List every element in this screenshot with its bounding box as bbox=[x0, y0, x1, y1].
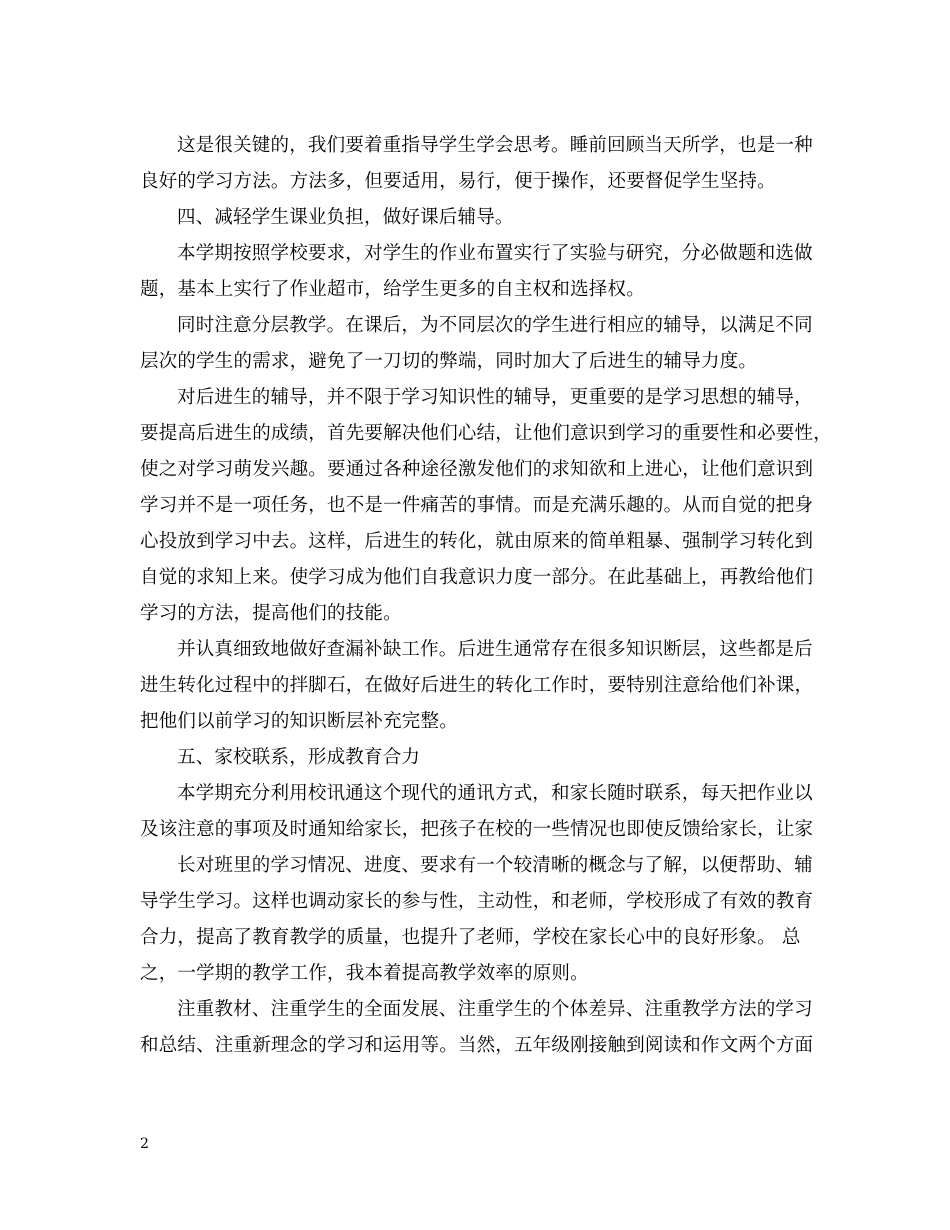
paragraph-line: 层次的学生的需求，避免了一刀切的弊端，同时加大了后进生的辅导力度。 bbox=[140, 351, 758, 372]
paragraph-line: 把他们以前学习的知识断层补充完整。 bbox=[140, 711, 458, 732]
document-body bbox=[140, 128, 830, 1064]
paragraph-line: 进生转化过程中的拌脚石，在做好后进生的转化工作时，要特别注意给他们补课， bbox=[140, 675, 814, 696]
section-heading: 四、减轻学生课业负担，做好课后辅导。 bbox=[177, 207, 514, 228]
section-heading: 五、家校联系，形成教育合力 bbox=[177, 747, 421, 768]
paragraph-line: 学习的方法，提高他们的技能。 bbox=[140, 603, 402, 624]
paragraph-line: 心投放到学习中去。这样，后进生的转化，就由原来的简单粗暴、强制学习转化到 bbox=[140, 531, 814, 552]
paragraph-line: 注重教材、注重学生的全面发展、注重学生的个体差异、注重教学方法的学习 bbox=[177, 999, 813, 1020]
paragraph-line: 本学期充分利用校讯通这个现代的通讯方式，和家长随时联系，每天把作业以 bbox=[177, 783, 813, 804]
paragraph-line: 并认真细致地做好查漏补缺工作。后进生通常存在很多知识断层，这些都是后 bbox=[177, 639, 813, 660]
paragraph-line: 和总结、注重新理念的学习和运用等。当然，五年级刚接触到阅读和作文两个方面 bbox=[140, 1035, 814, 1056]
paragraph-line: 对后进生的辅导，并不限于学习知识性的辅导，更重要的是学习思想的辅导， bbox=[177, 387, 813, 408]
paragraph-line: 自觉的求知上来。使学习成为他们自我意识力度一部分。在此基础上，再教给他们 bbox=[140, 567, 814, 588]
paragraph-line: 之，一学期的教学工作，我本着提高教学效率的原则。 bbox=[140, 963, 589, 984]
paragraph-line: 学习并不是一项任务，也不是一件痛苦的事情。而是充满乐趣的。从而自觉的把身 bbox=[140, 495, 814, 516]
paragraph-line: 本学期按照学校要求，对学生的作业布置实行了实验与研究，分必做题和选做 bbox=[177, 243, 813, 264]
paragraph-line: 同时注意分层教学。在课后，为不同层次的学生进行相应的辅导，以满足不同 bbox=[177, 315, 813, 336]
paragraph-line: 要提高后进生的成绩，首先要解决他们心结，让他们意识到学习的重要性和必要性， bbox=[140, 423, 832, 444]
paragraph-line: 及该注意的事项及时通知给家长，把孩子在校的一些情况也即使反馈给家长，让家 bbox=[140, 819, 814, 840]
paragraph-line: 导学生学习。这样也调动家长的参与性，主动性，和老师，学校形成了有效的教育 bbox=[140, 891, 814, 912]
paragraph-line: 良好的学习方法。方法多，但要适用，易行，便于操作，还要督促学生坚持。 bbox=[140, 171, 776, 192]
paragraph-line: 这是很关键的，我们要着重指导学生学会思考。睡前回顾当天所学，也是一种 bbox=[177, 135, 813, 156]
paragraph-line: 合力，提高了教育教学的质量，也提升了老师，学校在家长心中的良好形象。 总 bbox=[140, 927, 801, 948]
page-number: 2 bbox=[140, 1136, 149, 1152]
paragraph-line: 题，基本上实行了作业超市，给学生更多的自主权和选择权。 bbox=[140, 279, 645, 300]
paragraph-line: 使之对学习萌发兴趣。要通过各种途径激发他们的求知欲和上进心，让他们意识到 bbox=[140, 459, 814, 480]
paragraph-line: 长对班里的学习情况、进度、要求有一个较清晰的概念与了解，以便帮助、辅 bbox=[177, 855, 813, 876]
